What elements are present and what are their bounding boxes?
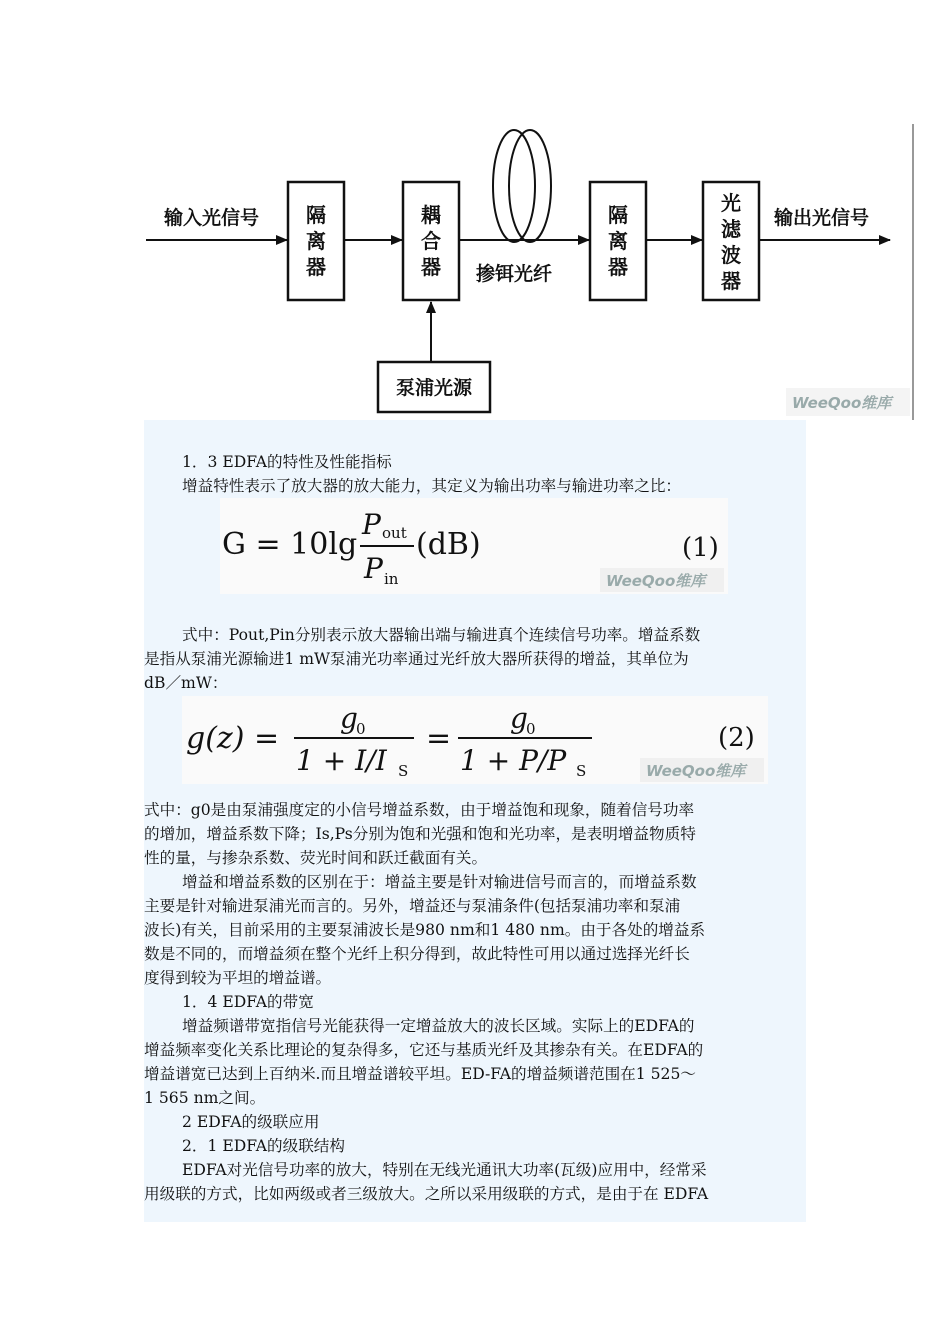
- edfa-block-diagram: [142, 124, 916, 420]
- formula-1: [220, 498, 728, 594]
- formula-2-numerator-2-sub: 0: [526, 720, 536, 738]
- formula-2-lhs: g(z) =: [186, 721, 280, 756]
- formula-1-lhs: G = 10lg: [222, 527, 358, 562]
- formula-1-unit: (dB): [416, 527, 481, 562]
- pump-label: 泵浦光源: [396, 377, 473, 399]
- paragraph-line: 增益谱宽已达到上百纳米.而且增益谱较平坦。ED-FA的增益频谱范围在1 525～: [144, 1065, 696, 1083]
- paragraph-line: 性的量，与掺杂系数、荧光时间和跃迁截面有关。: [144, 849, 488, 867]
- isolator-2-char-2: 离: [608, 229, 628, 253]
- paragraph-line: 是指从泵浦光源输进1 mW泵浦光功率通过光纤放大器所获得的增益，其单位为: [144, 650, 689, 668]
- output-label: 输出光信号: [774, 207, 870, 229]
- formula-2-denominator-2: 1 + P/P: [460, 744, 567, 777]
- paragraph-line: 用级联的方式，比如两级或者三级放大。之所以采用级联的方式，是由于在 EDFA: [144, 1185, 709, 1203]
- input-label: 输入光信号: [164, 207, 260, 229]
- formula-2-denominator-1: 1 + I/I: [296, 744, 387, 777]
- paragraph-line: 波长)有关，目前采用的主要泵浦波长是980 nm和1 480 nm。由于各处的增益系: [144, 921, 706, 939]
- paragraph-line: 主要是针对输进泵浦光而言的。另外，增益还与泵浦条件(包括泵浦功率和泵浦: [144, 897, 681, 915]
- diagram-watermark: WeeQoo维库: [792, 394, 892, 412]
- formula-1-watermark: WeeQoo维库: [606, 572, 706, 590]
- paragraph-line: 增益和增益系数的区别在于：增益主要是针对输进信号而言的，而增益系数: [182, 873, 697, 891]
- section-heading-2-1: 2．1 EDFA的级联结构: [182, 1137, 345, 1155]
- formula-2-number: (2): [718, 723, 755, 753]
- coupler-char-2: 合: [421, 229, 441, 253]
- article-body: [144, 420, 806, 1222]
- paragraph-line: 增益频率变化关系比理论的复杂得多，它还与基质光纤及其掺杂有关。在EDFA的: [144, 1041, 704, 1059]
- filter-char-3: 波: [721, 243, 741, 267]
- formula-2-numerator-2: g: [510, 702, 528, 735]
- formula-2-equals: =: [426, 721, 452, 756]
- paragraph-line: 度得到较为平坦的增益谱。: [144, 969, 332, 987]
- fiber-label: 掺铒光纤: [476, 263, 553, 285]
- section-heading-1-3: 1．3 EDFA的特性及性能指标: [182, 453, 392, 471]
- coupler-char-3: 器: [421, 255, 441, 279]
- formula-2: [182, 696, 768, 784]
- isolator-1-char-2: 离: [306, 229, 326, 253]
- filter-char-1: 光: [721, 191, 741, 215]
- filter-char-4: 器: [721, 269, 741, 293]
- paragraph-line: 式中：Pout,Pin分别表示放大器输出端与输进真个连续信号功率。增益系数: [182, 626, 701, 644]
- formula-1-numerator-sub: out: [382, 524, 407, 542]
- paragraph-line: 1 565 nm之间。: [144, 1089, 266, 1107]
- section-heading-2: 2 EDFA的级联应用: [182, 1113, 320, 1131]
- paragraph-line: dB／mW：: [144, 674, 228, 692]
- isolator-2-char-3: 器: [608, 255, 628, 279]
- paragraph-line: 增益特性表示了放大器的放大能力，其定义为输出功率与输进功率之比：: [182, 477, 682, 495]
- formula-2-numerator-1: g: [340, 702, 358, 735]
- isolator-2-char-1: 隔: [608, 203, 628, 227]
- formula-1-number: (1): [682, 533, 719, 563]
- paragraph-line: EDFA对光信号功率的放大，特别在无线光通讯大功率(瓦级)应用中，经常采: [182, 1161, 707, 1179]
- paragraph-line: 的增加，增益系数下降；Is,Ps分别为饱和光强和饱和光功率，是表明增益物质特: [144, 825, 696, 843]
- paragraph-line: 式中：g0是由泵浦强度定的小信号增益系数，由于增益饱和现象，随着信号功率: [144, 801, 695, 819]
- formula-1-denominator: P: [364, 552, 383, 585]
- formula-1-denominator-sub: in: [384, 570, 399, 588]
- formula-2-denominator-2-sub: S: [576, 762, 587, 780]
- coupler-char-1: 耦: [421, 203, 441, 227]
- isolator-1-char-3: 器: [306, 255, 326, 279]
- section-heading-1-4: 1．4 EDFA的带宽: [182, 993, 314, 1011]
- formula-2-denominator-1-sub: S: [398, 762, 409, 780]
- formula-1-numerator: P: [362, 508, 381, 541]
- isolator-1-char-1: 隔: [306, 203, 326, 227]
- formula-2-numerator-1-sub: 0: [356, 720, 366, 738]
- filter-char-2: 滤: [721, 217, 741, 241]
- paragraph-line: 增益频谱带宽指信号光能获得一定增益放大的波长区域。实际上的EDFA的: [182, 1017, 695, 1035]
- formula-2-watermark: WeeQoo维库: [646, 762, 746, 780]
- paragraph-line: 数是不同的，而增益须在整个光纤上积分得到，故此特性可用以通过选择光纤长: [144, 945, 690, 963]
